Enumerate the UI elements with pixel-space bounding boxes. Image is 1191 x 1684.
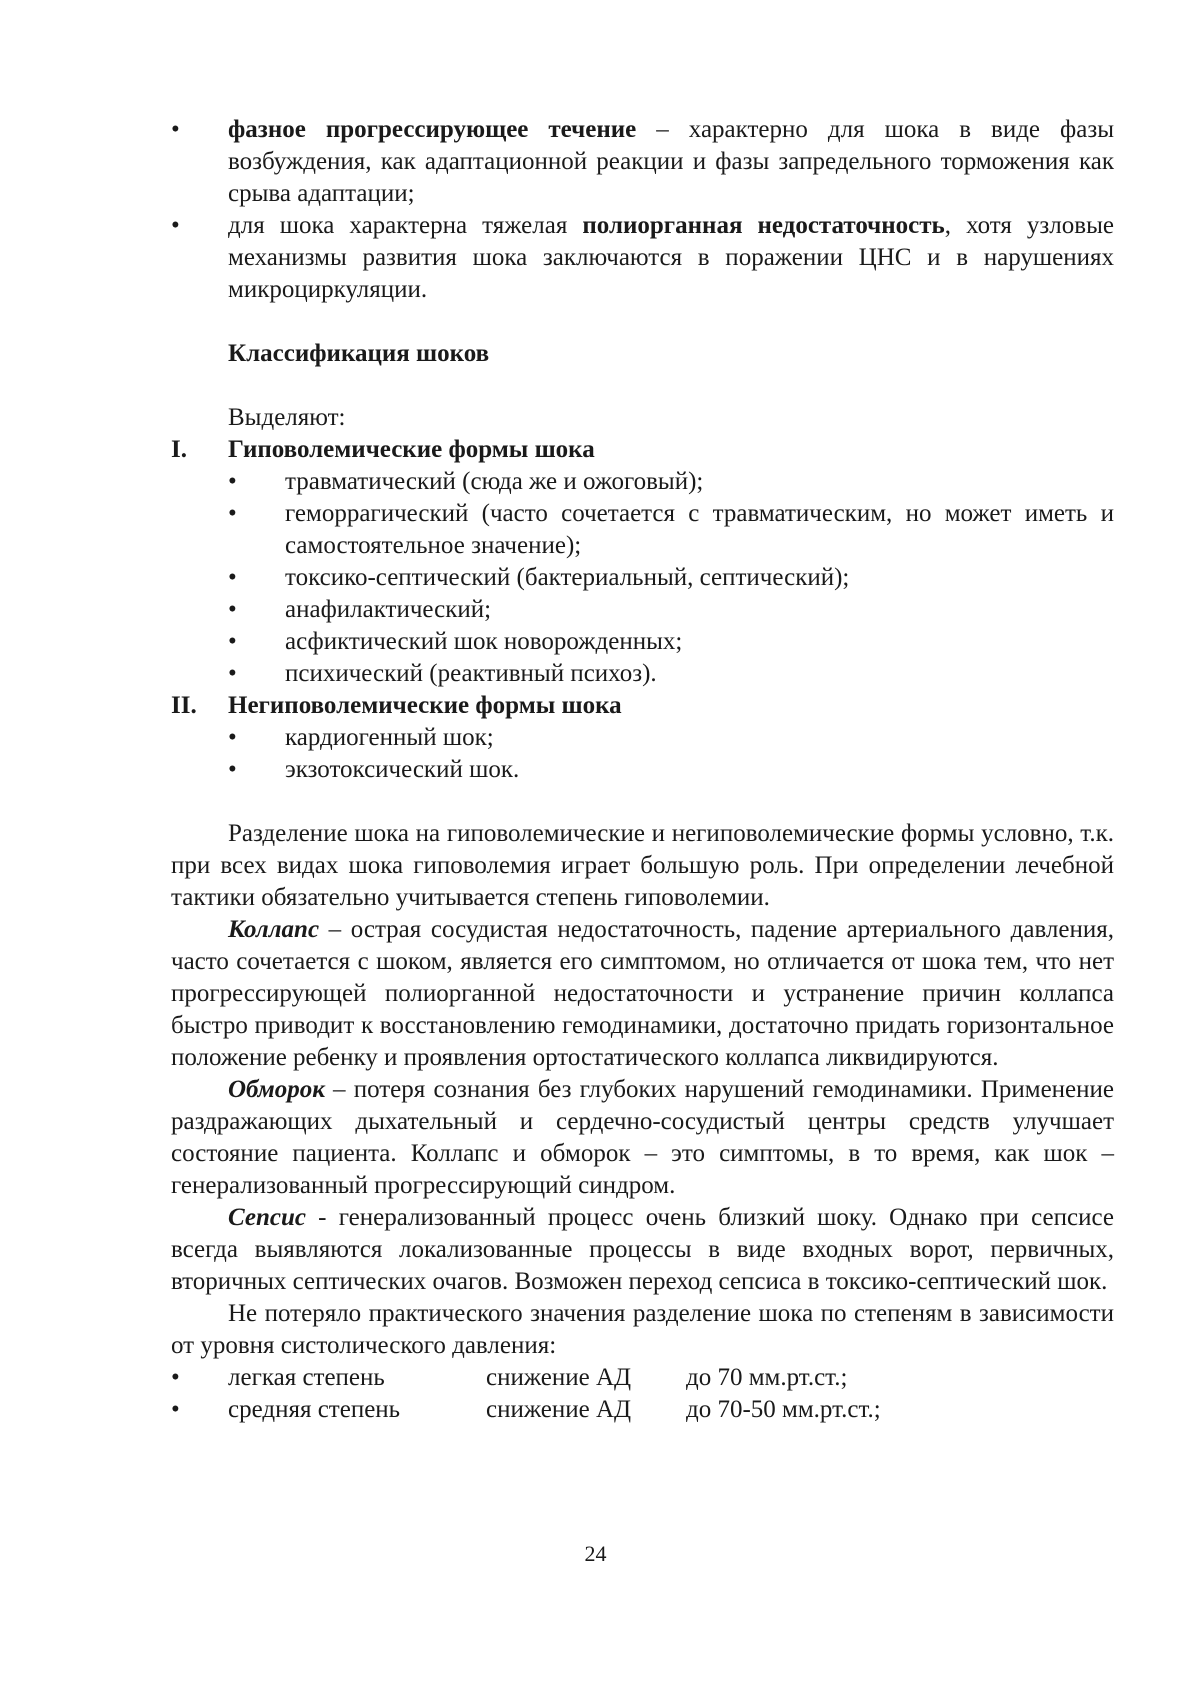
roman-numeral: I.	[171, 436, 187, 463]
list-item: • психический (реактивный психоз).	[228, 658, 1114, 690]
degree-value: до 70-50 мм.рт.ст.;	[686, 1396, 881, 1423]
term-collapse: Коллапс	[228, 916, 320, 943]
roman-numeral: II.	[171, 692, 197, 719]
term-sepsis: Сепсис	[228, 1204, 306, 1231]
list-item: • геморрагический (часто сочетается с травматическим, но может иметь и самостоятельное значение);	[228, 500, 1114, 559]
degree-value: до 70 мм.рт.ст.;	[686, 1364, 848, 1391]
degree-sign: снижение АД	[486, 1364, 632, 1391]
paragraph-collapse: Коллапс – острая сосудистая недостаточность, падение артериального давления, часто сочетается с шоком, является его симптомом, но отличается от шока тем, что нет прогрессирующей полиорганной недостаточности и устранение причин коллапса быстро приводит к восстановлению гемодинамики, достаточно придать горизонтальное положение ребенку и проявления ортостатического коллапса ликвидируются.	[171, 916, 1114, 1071]
bullet-mark: •	[228, 724, 237, 751]
intro-bullet: • для шока характерна тяжелая полиорганная недостаточность, хотя узловые механизмы развития шока заключаются в поражении ЦНС и в нарушениях микроциркуляции.	[171, 212, 1114, 303]
page-number: 24	[584, 1541, 607, 1566]
bullet-mark: •	[171, 212, 180, 239]
list-item: • анафилактический;	[228, 594, 1114, 626]
paragraph-division: Разделение шока на гиповолемические и негиповолемические формы условно, т.к. при всех видах шока гиповолемия играет большую роль. При определении лечебной тактики обязательно учитывается степень гиповолемии.	[171, 820, 1114, 911]
text-column	[171, 114, 1114, 1426]
list-item: • кардиогенный шок;	[228, 722, 1114, 754]
bullet-mark: •	[228, 660, 237, 687]
bullet-mark: •	[228, 628, 237, 655]
section-heading: Классификация шоков	[228, 340, 490, 367]
term-syncope: Обморок	[228, 1076, 325, 1103]
bullet-mark: •	[228, 756, 237, 783]
degree-name: легкая степень	[228, 1364, 385, 1391]
bold-term: фазное прогрессирующее течение	[228, 116, 637, 143]
lead-text: Выделяют:	[228, 404, 346, 431]
list-item: • токсико-септический (бактериальный, септический);	[228, 562, 1114, 594]
bullet-mark: •	[171, 1364, 180, 1391]
intro-bullet: • фазное прогрессирующее течение – характерно для шока в виде фазы возбуждения, как адаптационной реакции и фазы запредельного торможения как срыва адаптации;	[171, 116, 1114, 207]
bullet-mark: •	[228, 596, 237, 623]
bullet-mark: •	[228, 500, 237, 527]
degree-row	[171, 1362, 1114, 1394]
bullet-mark: •	[228, 564, 237, 591]
paragraph-syncope: Обморок – потеря сознания без глубоких нарушений гемодинамики. Применение раздражающих дыхательный и сердечно-сосудистый центры средств улучшает состояние пациента. Коллапс и обморок – это симптомы, в то время, как шок – генерализованный прогрессирующий синдром.	[171, 1076, 1114, 1199]
degree-name: средняя степень	[228, 1396, 401, 1423]
paragraph-sepsis: Сепсис - генерализованный процесс очень близкий шоку. Однако при сепсисе всегда выявляются локализованные процессы в виде входных ворот, первичных, вторичных септических очагов. Возможен переход сепсиса в токсико-септический шок.	[171, 1204, 1114, 1295]
bullet-mark: •	[171, 1396, 180, 1423]
list-item: • экзотоксический шок.	[228, 754, 1114, 786]
group-title: I. Гиповолемические формы шока	[171, 434, 1114, 466]
group-title: II. Негиповолемические формы шока	[171, 690, 1114, 722]
bullet-mark: •	[228, 468, 237, 495]
list-item: • травматический (сюда же и ожоговый);	[228, 466, 1114, 498]
degree-sign: снижение АД	[486, 1396, 632, 1423]
list-item: • асфиктический шок новорожденных;	[228, 626, 1114, 658]
bold-term: полиорганная недостаточность	[582, 212, 945, 239]
bullet-mark: •	[171, 116, 180, 143]
degree-row	[171, 1394, 1114, 1426]
paragraph-degrees: Не потеряло практического значения разделение шока по степеням в зависимости от уровня систолического давления:	[171, 1300, 1114, 1359]
